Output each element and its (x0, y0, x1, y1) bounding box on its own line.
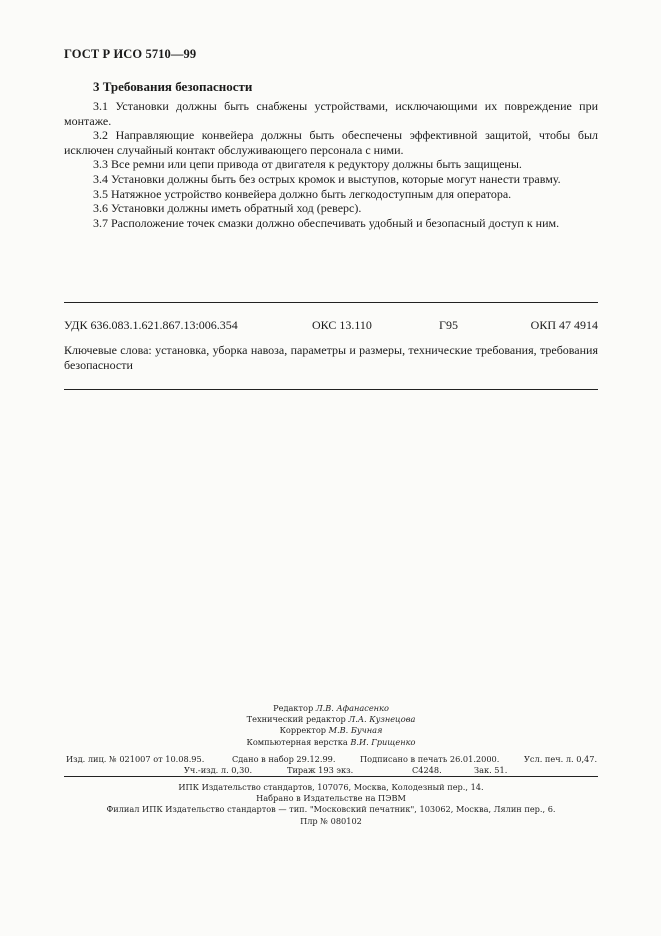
pub-code: С4248. (412, 765, 442, 775)
requirement-item: 3.2 Направляющие конвейера должны быть обеспечены эффективной защитой, чтобы был исключен случайный контакт обслуживающего персонала с ними. (64, 128, 598, 157)
requirement-item: 3.6 Установки должны иметь обратный ход (реверс). (93, 201, 362, 216)
group-code: Г95 (439, 318, 458, 332)
signed-date: Подписано в печать 26.01.2000. (360, 754, 500, 764)
divider-imprint (64, 776, 598, 777)
copies: Тираж 193 экз. (287, 765, 354, 775)
print-sheets: Усл. печ. л. 0,47. (524, 754, 598, 764)
typeset-note: Набрано в Издательстве на ПЭВМ (256, 793, 406, 804)
okp-code: ОКП 47 4914 (530, 318, 598, 332)
divider-top (64, 302, 598, 303)
corrector-line: Корректор М.В. Бучная (279, 725, 383, 736)
printer-license: Плр № 080102 (300, 815, 362, 826)
publisher-footer (64, 782, 598, 827)
requirement-item: 3.4 Установки должны быть без острых кромок и выступов, которые могут нанести травму. (93, 171, 561, 186)
section-title: 3 Требования безопасности (93, 79, 253, 94)
edit-sheets: Уч.-изд. л. 0,30. (184, 765, 253, 775)
requirement-item: 3.1 Установки должны быть снабжены устройствами, исключающими их повреждение при монтаже. (64, 99, 598, 128)
editor-line: Редактор Л.В. Афанасенко (273, 703, 389, 713)
tech-editor-line: Технический редактор Л.А. Кузнецова (246, 714, 416, 725)
printer-branch: Филиал ИПК Издательство стандартов — тип. "Московский печатник", 103062, Москва, Лялин пер., 6. (106, 804, 556, 815)
requirement-item: 3.7 Расположение точек смазки должно обеспечивать удобный и безопасный доступ к ним. (93, 215, 560, 230)
editorial-credits (64, 703, 598, 748)
oks-code: ОКС 13.110 (312, 318, 372, 332)
order-number: Зак. 51. (474, 765, 508, 775)
publisher-address: ИПК Издательство стандартов, 107076, Москва, Колодезный пер., 14. (178, 782, 484, 792)
requirements-list (64, 99, 598, 230)
license-info: Изд. лиц. № 021007 от 10.08.95. (66, 754, 205, 764)
udk-code: УДК 636.083.1.621.867.13:006.354 (64, 318, 238, 332)
divider-keywords (64, 389, 598, 390)
requirement-item: 3.3 Все ремни или цепи привода от двигателя к редуктору должны быть защищены. (93, 157, 522, 172)
classification-codes (64, 318, 598, 333)
requirement-item: 3.5 Натяжное устройство конвейера должно быть легкодоступным для оператора. (93, 186, 512, 201)
layout-line: Компьютерная верстка В.И. Грищенко (246, 736, 416, 747)
submitted-date: Сдано в набор 29.12.99. (232, 754, 336, 764)
keywords: Ключевые слова: установка, уборка навоза, параметры и размеры, технические требования, требования безопасности (64, 343, 598, 372)
standard-code: ГОСТ Р ИСО 5710—99 (64, 47, 197, 61)
